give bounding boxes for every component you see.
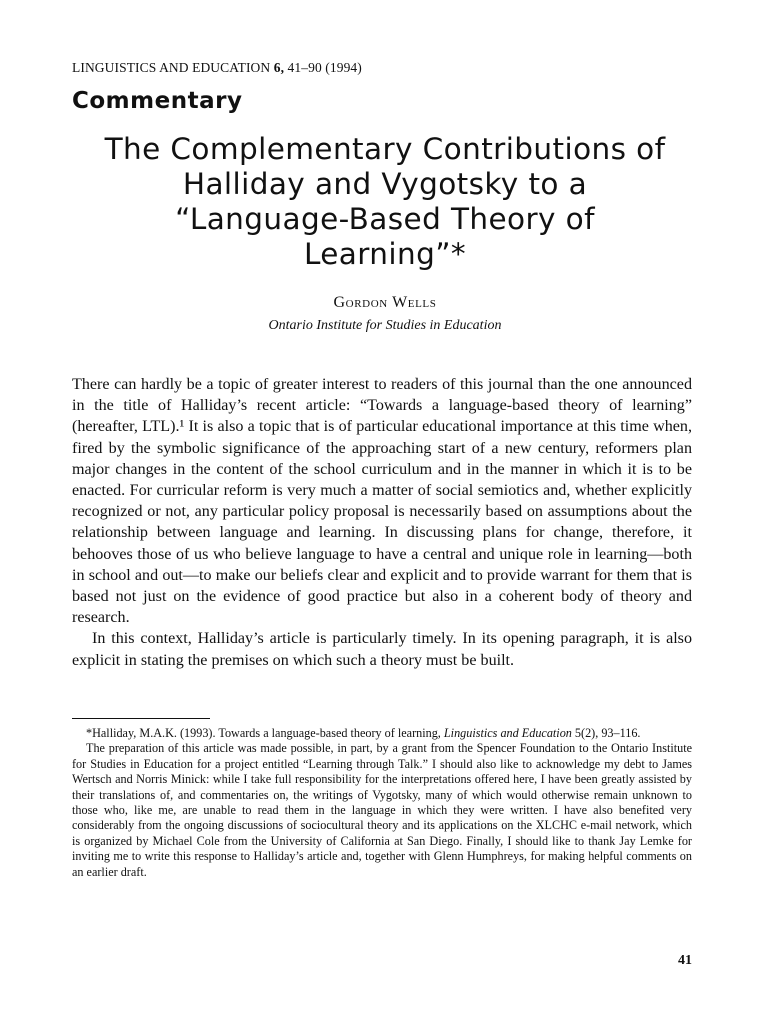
footnotes [72,726,692,880]
journal-citation-header [72,60,362,76]
title-line: Learning”* [303,237,467,271]
journal-name: LINGUISTICS AND EDUCATION [72,60,271,75]
journal-pages-year: 41–90 (1994) [287,60,362,75]
footnote-divider [72,718,210,719]
footnote-ref-author: *Halliday, M.A.K. (1993). Towards a language-based theory of learning, [86,726,441,740]
section-label: Commentary [72,88,243,114]
footnote-ref-rest: 5(2), 93–116. [574,726,641,740]
page-number: 41 [678,953,692,968]
author-name: Gordon Wells [333,294,437,311]
footnote-reference [72,726,692,741]
footnote-ref-journal: Linguistics and Education [443,726,572,740]
title-line: The Complementary Contributions of [104,132,666,166]
footnote-acknowledgement: The preparation of this article was made possible, in part, by a grant from the Spencer Foundation to the Ontario Institute for Studies in Education for a project entitled “Learning through Talk.” I should also like to acknowledge my debt to James Wertsch and Norris Minick: while I take full responsibility for the interpretations offered here, I have been greatly assisted by their translations of, and commentaries on, the writings of Vygotsky, many of which would otherwise remain unknown to those who, like me, are unable to read them in the language in which they were written. I have also benefited very considerably from the ongoing discussions of sociocultural theory and its applications on the XLCHC e-mail network, which is organized by Michael Cole from the University of California at San Diego. Finally, I should like to thank Jay Lemke for inviting me to write this response to Halliday’s article and, together with Glenn Humphreys, for making helpful comments on an earlier draft. [72,741,692,879]
author-affiliation: Ontario Institute for Studies in Education [268,318,502,333]
title-line: Halliday and Vygotsky to a [182,167,588,201]
article-body [72,374,692,671]
body-paragraph: In this context, Halliday’s article is particularly timely. In its opening paragraph, it is also explicit in stating the premises on which such a theory must be built. [72,630,692,669]
article-title [90,132,680,272]
body-paragraph: There can hardly be a topic of greater interest to readers of this journal than the one announced in the title of Halliday’s recent article: “Towards a language-based theory of learning” (hereafter, LTL).¹ It is also a topic that is of particular educational importance at this time when, fired by the symbolic significance of the approaching start of a new century, reformers plan major changes in the content of the school curriculum and in the manner in which it is to be enacted. For curricular reform is very much a matter of social semiotics and, whether explicitly recognized or not, any particular policy proposal is necessarily based on assumptions about the relationship between language and learning. In discussing plans for change, therefore, it behooves those of us who believe language to have a central and unique role in learning—both in school and out—to make our beliefs clear and explicit and to provide warrant for them that is based not just on the evidence of good practice but also in a coherent body of theory and research. [72,376,692,627]
journal-volume: 6, [273,60,285,75]
title-line: “Language-Based Theory of [175,202,595,236]
